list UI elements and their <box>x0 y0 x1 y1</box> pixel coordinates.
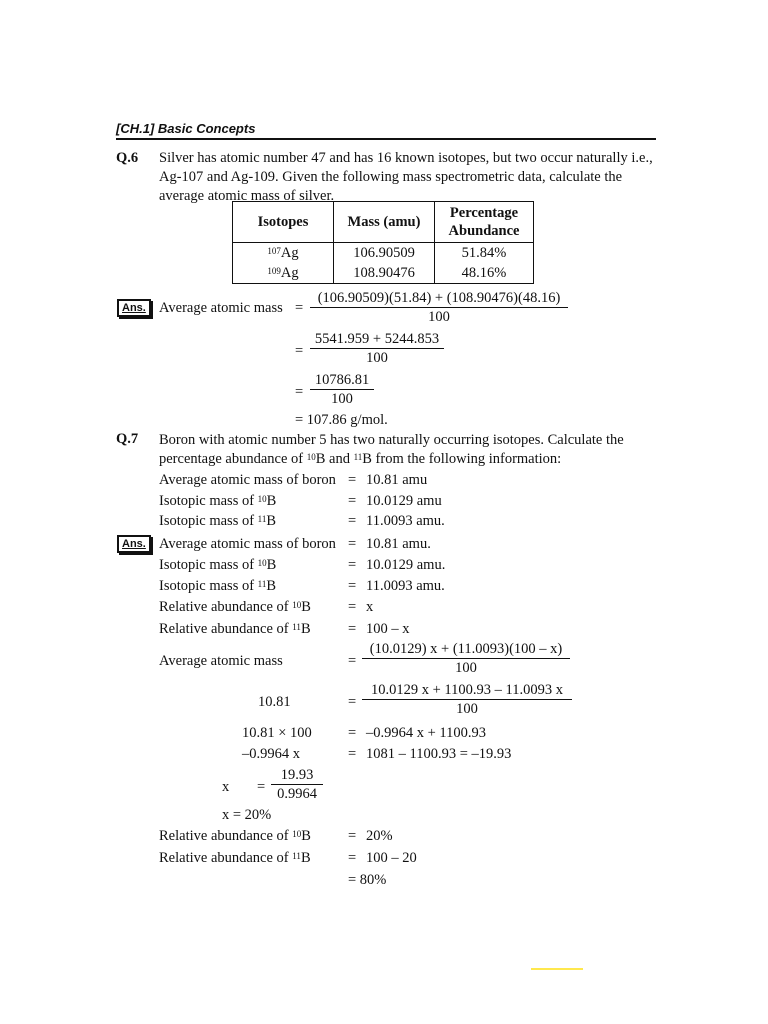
sol-iso10-value: 10.0129 amu. <box>366 557 446 573</box>
given-avg-label: Average atomic mass of boron <box>159 472 336 488</box>
lhs-negative: –0.9964 x <box>242 746 300 762</box>
question-6-text: Silver has atomic number 47 and has 16 known isotopes, but two occur naturally i.e., Ag-107 and Ag-109. Given the following mass spectrometric data, calculate the average atomic mass of silver. <box>159 150 653 204</box>
equals-sign: = <box>348 472 357 488</box>
equals-sign: = <box>295 343 304 359</box>
answer-badge: Ans. <box>117 299 151 317</box>
result-q6: = 107.86 g/mol. <box>295 412 388 428</box>
question-7-text-line2: percentage abundance of $^{10}$B and $^{11}$B from the following information: <box>159 451 562 467</box>
sol-iso11-label: Isotopic mass of $^{11}$B <box>159 578 277 594</box>
table-header-isotopes: Isotopes <box>233 202 334 243</box>
sol-avg-label: Average atomic mass of boron <box>159 536 336 552</box>
equals-sign: = <box>348 536 357 552</box>
table-row <box>233 263 534 284</box>
rhs-negative: 1081 – 1100.93 = –19.93 <box>366 746 512 762</box>
lhs-multiply: 10.81 × 100 <box>242 725 312 741</box>
rel-abundance-11-label: Relative abundance of $^{11}$B <box>159 621 311 637</box>
given-iso10-label: Isotopic mass of $^{10}$B <box>159 493 277 509</box>
avg-mass-label: Average atomic mass <box>159 300 283 316</box>
given-avg-value: 10.81 amu <box>366 472 428 488</box>
final-result: = 80% <box>348 872 387 888</box>
sol-iso10-label: Isotopic mass of $^{10}$B <box>159 557 277 573</box>
table-cell-pct: 48.16% <box>435 263 534 284</box>
sol-iso11-value: 11.0093 amu. <box>366 578 445 594</box>
rel-abundance-10-value: x <box>366 599 374 615</box>
header-rule <box>116 138 656 140</box>
equals-sign: = <box>257 779 266 795</box>
equals-sign: = <box>348 557 357 573</box>
table-cell-mass: 108.90476 <box>334 263 435 284</box>
table-row <box>233 243 534 264</box>
rel-abundance-11-value: 100 – x <box>366 621 410 637</box>
question-6-label: Q.6 <box>116 150 139 166</box>
rel-abundance-11-result: 100 – 20 <box>366 850 417 866</box>
chapter-header: [CH.1] Basic Concepts <box>116 121 256 136</box>
sol-avg-value: 10.81 amu. <box>366 536 431 552</box>
rel-abundance-10-result: 20% <box>366 828 393 844</box>
rel-abundance-10-label: Relative abundance of $^{10}$B <box>159 599 311 615</box>
question-7-label: Q.7 <box>116 431 139 447</box>
given-iso11-label: Isotopic mass of $^{11}$B <box>159 513 277 529</box>
equals-sign: = <box>348 513 357 529</box>
equals-sign: = <box>348 621 357 637</box>
equals-sign: = <box>348 599 357 615</box>
equals-sign: = <box>348 725 357 741</box>
fraction-q7-3: $\frac{19.93}{0.9964}$ <box>271 766 323 803</box>
rel-abundance-11-result-label: Relative abundance of $^{11}$B <box>159 850 311 866</box>
equals-sign: = <box>295 384 304 400</box>
question-7-text-line1: Boron with atomic number 5 has two naturally occurring isotopes. Calculate the <box>159 432 624 448</box>
equals-sign: = <box>348 746 357 762</box>
equals-sign: = <box>348 850 357 866</box>
answer-badge: Ans. <box>117 535 151 553</box>
rhs-multiply: –0.9964 x + 1100.93 <box>366 725 487 741</box>
rel-abundance-10-result-label: Relative abundance of $^{10}$B <box>159 828 311 844</box>
given-iso11-value: 11.0093 amu. <box>366 513 445 529</box>
equals-sign: = <box>348 828 357 844</box>
table-header-abundance: Percentage Abundance <box>435 202 534 243</box>
fraction-q7-1: $\frac{(10.0129) x + (11.0093)(100 - x)}{100}$ <box>362 640 570 677</box>
table-cell-isotope: $^{107}$Ag <box>233 243 334 264</box>
isotope-table <box>232 201 534 284</box>
fraction-2: $\frac{5541.959 + 5244.853}{100}$ <box>310 330 444 367</box>
table-cell-mass: 106.90509 <box>334 243 435 264</box>
table-cell-isotope: $^{109}$Ag <box>233 263 334 284</box>
fraction-1: $\frac{(106.90509)(51.84) + (108.90476)(48.16)}{100}$ <box>310 289 568 326</box>
highlight-mark <box>531 968 583 970</box>
avg-mass-label-2: Average atomic mass <box>159 653 283 669</box>
given-iso10-value: 10.0129 amu <box>366 493 442 509</box>
table-header-mass: Mass (amu) <box>334 202 435 243</box>
equals-sign: = <box>295 300 304 316</box>
x-variable: x <box>222 779 230 795</box>
fraction-3: $\frac{10786.81}{100}$ <box>310 371 374 408</box>
equals-sign: = <box>348 578 357 594</box>
equals-sign: = <box>348 694 357 710</box>
equals-sign: = <box>348 653 357 669</box>
table-cell-pct: 51.84% <box>435 243 534 264</box>
equals-sign: = <box>348 493 357 509</box>
lhs-1081: 10.81 <box>258 694 291 710</box>
x-result: x = 20% <box>222 807 272 823</box>
fraction-q7-2: $\frac{10.0129 x + 1100.93 - 11.0093 x}{100}$ <box>362 681 572 718</box>
